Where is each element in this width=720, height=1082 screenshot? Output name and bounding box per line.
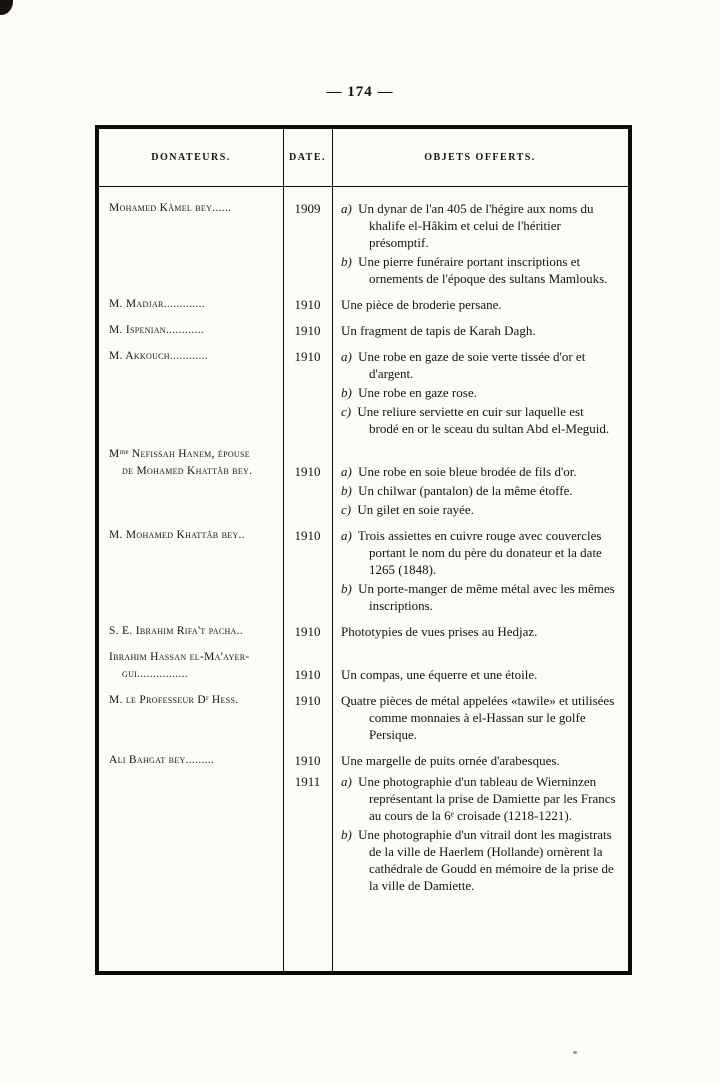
items-cell xyxy=(332,296,628,313)
entry xyxy=(283,200,628,287)
table-row xyxy=(99,446,628,518)
donor-cell xyxy=(99,527,283,614)
entries-cell xyxy=(283,527,628,614)
donor-cell xyxy=(99,296,283,313)
column-divider xyxy=(332,129,333,971)
donor-cell xyxy=(99,322,283,339)
table-row xyxy=(99,623,628,640)
item-text: Un dynar de l'an 405 de l'hégire aux noms du khalife el-Hâkim et celui de l'héritier présomptif. xyxy=(358,201,594,250)
table-row xyxy=(99,649,628,683)
item-label: a) xyxy=(341,528,352,543)
date-value: 1910 xyxy=(294,349,321,364)
header-objets: OBJETS OFFERTS. xyxy=(424,152,536,163)
object-item xyxy=(341,692,616,743)
items-cell xyxy=(332,348,628,437)
donor-name: M. Madjar............. xyxy=(109,298,205,310)
donor-name-line-2: gui................ xyxy=(122,668,188,680)
donor-cell xyxy=(99,446,283,518)
item-text: Une photographie d'un vitrail dont les magistrats de la ville de Haerlem (Hollande) ornèrent la cathédrale de Goudd en mémoire de la prise de la ville de Damiette. xyxy=(358,827,614,893)
entries-cell xyxy=(283,649,628,683)
entry xyxy=(283,773,628,894)
item-text: Phototypies de vues prises au Hedjaz. xyxy=(341,624,538,639)
object-item xyxy=(341,322,616,339)
entries-cell xyxy=(283,446,628,518)
item-label: b) xyxy=(341,385,352,400)
donor-name-line-2: de Mohamed Khattâb bey. xyxy=(122,465,253,477)
object-item xyxy=(341,826,616,894)
item-text: Un compas, une équerre et une étoile. xyxy=(341,667,538,682)
items-cell xyxy=(332,692,628,743)
entry xyxy=(283,692,628,743)
entry xyxy=(283,463,628,518)
donor-name: M. Mohamed Khattâb bey.. xyxy=(109,529,245,541)
item-label: b) xyxy=(341,581,352,596)
donor-cell xyxy=(99,649,283,683)
donations-table xyxy=(95,125,632,975)
donor-name: M. le Professeur Dʳ Hess. xyxy=(109,694,239,706)
items-cell xyxy=(332,666,628,683)
entry xyxy=(283,752,628,769)
item-text: Une robe en gaze de soie verte tissée d'or et d'argent. xyxy=(358,349,586,381)
entries-cell xyxy=(283,200,628,287)
date-value: 1910 xyxy=(294,464,321,479)
table-row xyxy=(99,527,628,614)
object-item xyxy=(341,348,616,382)
header-donateurs: DONATEURS. xyxy=(151,152,231,163)
donor-name: Ali Bahgat bey......... xyxy=(109,754,215,766)
object-item xyxy=(341,501,616,518)
table-row xyxy=(99,322,628,339)
donor-name: M. Akkouch............ xyxy=(109,350,208,362)
table-row xyxy=(99,692,628,743)
object-item xyxy=(341,384,616,401)
table-body xyxy=(99,187,628,894)
entries-cell xyxy=(283,322,628,339)
item-label: a) xyxy=(341,201,352,216)
item-text: Trois assiettes en cuivre rouge avec couvercles portant le nom du père du donateur et la date 1265 (1848). xyxy=(357,528,602,577)
date-value: 1911 xyxy=(294,774,321,789)
entries-cell xyxy=(283,752,628,894)
entry xyxy=(283,666,628,683)
table-header-row xyxy=(99,129,628,187)
date-value: 1910 xyxy=(294,624,321,639)
item-text: Un chilwar (pantalon) de la même étoffe. xyxy=(358,483,573,498)
page-number: — 174 — xyxy=(326,84,394,100)
object-item xyxy=(341,253,616,287)
column-divider xyxy=(283,129,284,971)
item-label: b) xyxy=(341,483,352,498)
entries-cell xyxy=(283,692,628,743)
date-value: 1910 xyxy=(294,297,321,312)
entry xyxy=(283,348,628,437)
item-label: a) xyxy=(341,774,352,789)
item-label: a) xyxy=(341,349,352,364)
donor-name: S. E. Ibrahim Rifa't pacha.. xyxy=(109,625,243,637)
item-text: Une photographie d'un tableau de Wierninzen représentant la prise de Damiette par les Francs au cours de la 6ᵉ croisade (1218-1221). xyxy=(358,774,616,823)
scan-artifact-dot xyxy=(573,1051,577,1054)
donor-cell xyxy=(99,692,283,743)
donor-name: Mohamed Kâmel bey...... xyxy=(109,202,232,214)
item-label: c) xyxy=(341,404,352,419)
item-text: Un porte-manger de même métal avec les mêmes inscriptions. xyxy=(358,581,615,613)
item-label: a) xyxy=(341,464,352,479)
item-text: Un fragment de tapis de Karah Dagh. xyxy=(341,323,536,338)
entries-cell xyxy=(283,296,628,313)
table-row xyxy=(99,296,628,313)
item-text: Une margelle de puits ornée d'arabesques. xyxy=(341,753,560,768)
donor-cell xyxy=(99,348,283,437)
items-cell xyxy=(332,527,628,614)
entries-cell xyxy=(283,348,628,437)
object-item xyxy=(341,296,616,313)
object-item xyxy=(341,527,616,578)
object-item xyxy=(341,580,616,614)
donor-cell xyxy=(99,200,283,287)
object-item xyxy=(341,666,616,683)
date-value: 1910 xyxy=(294,667,321,682)
item-label: c) xyxy=(341,502,352,517)
donor-name: M. Ispenian............ xyxy=(109,324,204,336)
item-text: Une robe en soie bleue brodée de fils d'or. xyxy=(358,464,577,479)
item-text: Une robe en gaze rose. xyxy=(358,385,477,400)
item-text: Quatre pièces de métal appelées «tawile» et utilisées comme monnaies à el-Hassan sur le golfe Persique. xyxy=(341,693,615,742)
item-text: Une pièce de broderie persane. xyxy=(341,297,502,312)
object-item xyxy=(341,623,616,640)
object-item xyxy=(341,403,616,437)
object-item xyxy=(341,773,616,824)
date-value: 1910 xyxy=(294,323,321,338)
item-text: Une pierre funéraire portant inscriptions et ornements de l'époque des sultans Mamlouks. xyxy=(358,254,608,286)
items-cell xyxy=(332,752,628,769)
entry xyxy=(283,623,628,640)
entry xyxy=(283,296,628,313)
item-text: Un gilet en soie rayée. xyxy=(357,502,474,517)
object-item xyxy=(341,463,616,480)
donor-cell xyxy=(99,623,283,640)
header-date: DATE. xyxy=(288,152,327,163)
entry xyxy=(283,322,628,339)
entries-cell xyxy=(283,623,628,640)
items-cell xyxy=(332,200,628,287)
items-cell xyxy=(332,623,628,640)
donor-name: Mᵐᵉ Nefissah Hanem, épouse xyxy=(109,448,250,460)
table-row xyxy=(99,348,628,437)
table-row xyxy=(99,752,628,894)
items-cell xyxy=(332,463,628,518)
object-item xyxy=(341,200,616,251)
item-label: b) xyxy=(341,827,352,842)
date-value: 1910 xyxy=(294,528,321,543)
item-label: b) xyxy=(341,254,352,269)
scan-artifact-corner xyxy=(0,0,13,15)
object-item xyxy=(341,482,616,499)
items-cell xyxy=(332,322,628,339)
donor-name: Ibrahim Hassan el-Ma'ayer- xyxy=(109,651,250,663)
item-text: Une reliure serviette en cuir sur laquelle est brodé en or le sceau du sultan Abd el-Meguid. xyxy=(357,404,610,436)
object-item xyxy=(341,752,616,769)
date-value: 1910 xyxy=(294,753,321,768)
items-cell xyxy=(332,773,628,894)
date-value: 1910 xyxy=(294,693,321,708)
table-row xyxy=(99,200,628,287)
date-value: 1909 xyxy=(294,201,321,216)
entry xyxy=(283,527,628,614)
donor-cell xyxy=(99,752,283,894)
